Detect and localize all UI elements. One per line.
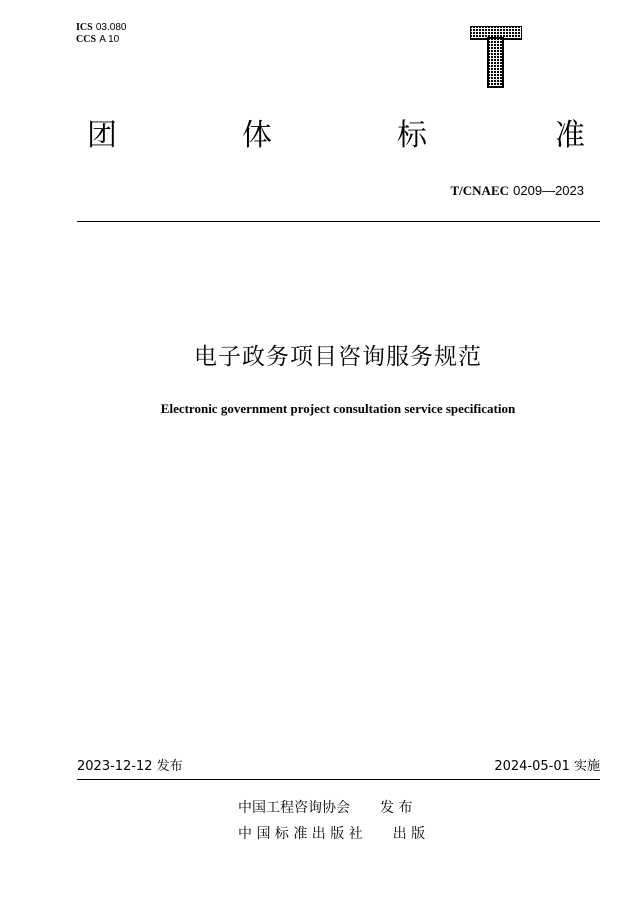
classification-codes (76, 22, 126, 46)
ccs-line (76, 34, 126, 46)
implement-date: 2024-05-01 实施 (494, 759, 600, 774)
standard-number (451, 183, 585, 200)
publisher-action: 发 布 (380, 800, 413, 816)
category-char-tuan: 团 (87, 118, 117, 153)
document-title-cn: 电子政务项目咨询服务规范 (194, 344, 482, 370)
standard-number-prefix: T/CNAEC (450, 183, 510, 198)
press-name: 中 国 标 准 出 版 社 (238, 826, 363, 842)
category-char-ti: 体 (242, 118, 272, 153)
press-action: 出 版 (392, 826, 426, 842)
ccs-label: CCS (76, 34, 97, 45)
category-char-biao: 标 (397, 118, 427, 153)
category-char-zhun: 准 (555, 118, 585, 153)
header-divider (77, 221, 600, 222)
publish-date: 2023-12-12 发布 (77, 759, 183, 774)
ics-line (76, 22, 126, 34)
t-glyph (470, 26, 522, 87)
press-line (238, 825, 425, 843)
ics-code: 03.080 (95, 22, 127, 33)
publisher-line (238, 799, 412, 817)
publisher-name: 中国工程咨询协会 (238, 800, 350, 816)
standard-type-t-logo (470, 26, 522, 88)
document-title-en: Electronic government project consultation service specification (160, 401, 516, 416)
footer-divider (77, 779, 600, 780)
ccs-code: A 10 (99, 34, 120, 45)
standard-number-value: 0209—2023 (513, 183, 584, 198)
ics-label: ICS (76, 22, 93, 33)
